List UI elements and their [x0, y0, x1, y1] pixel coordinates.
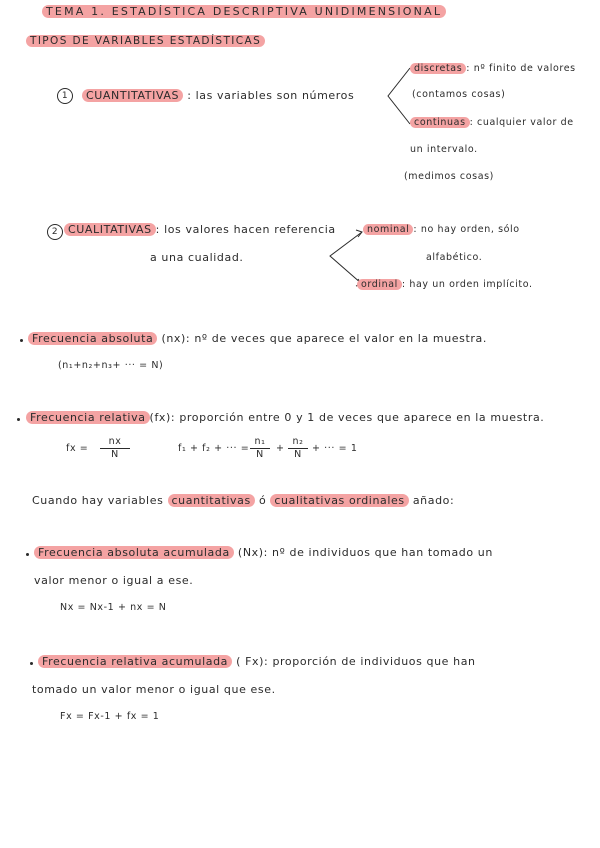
nominal-term: nominal — [363, 224, 413, 235]
bullet — [26, 553, 29, 556]
freq-rel-fraction: $\frac{nx}{N}$ — [100, 436, 130, 461]
freq-rel-sum-fraction-2: $\frac{\text{n₂}}{N}$ — [288, 436, 308, 461]
freq-abs-acum-term: Frecuencia absoluta acumulada — [34, 546, 234, 559]
freq-abs-acum-formula: Nx = Nx-1 + nx = N — [60, 602, 167, 613]
freq-abs-line: Frecuencia absoluta (nx): nº de veces que aparece el valor en la muestra. — [28, 332, 487, 346]
freq-rel-acum-formula: Fx = Fx-1 + fx = 1 — [60, 711, 160, 722]
freq-rel-acum-line: Frecuencia relativa acumulada ( Fx): proporción de individuos que han — [38, 655, 476, 669]
bullet — [20, 339, 23, 342]
freq-rel-acum-desc2: tomado un valor menor o igual que ese. — [32, 683, 276, 696]
freq-rel-f-lhs: fx = — [66, 443, 89, 454]
item-number-1: 1 — [57, 88, 73, 104]
freq-abs-formula: (n₁+n₂+n₃+ ··· = N) — [58, 360, 164, 371]
ordinal-term: ordinal — [357, 279, 402, 290]
discretas-note: (contamos cosas) — [412, 89, 506, 100]
freq-rel-sum-lhs: f₁ + f₂ + ··· = — [178, 443, 250, 454]
item-number-2: 2 — [47, 224, 63, 240]
note-term-cuantitativas: cuantitativas — [168, 494, 255, 507]
continuas-term: continuas — [410, 117, 470, 128]
freq-rel-term: Frecuencia relativa — [26, 411, 150, 424]
freq-rel-sum-tail: + ··· = 1 — [312, 443, 358, 454]
cualitativas-term: CUALITATIVAS — [64, 223, 156, 236]
note-term-cualitativas-ordinales: cualitativas ordinales — [270, 494, 408, 507]
cuantitativas-term: CUANTITATIVAS — [82, 89, 183, 102]
discretas-term: discretas — [410, 63, 466, 74]
freq-rel-acum-term: Frecuencia relativa acumulada — [38, 655, 232, 668]
freq-rel-line: Frecuencia relativa (fx): proporción entre 0 y 1 de veces que aparece en la muestra. — [26, 411, 544, 425]
continuas-note: (medimos cosas) — [404, 171, 494, 182]
freq-rel-plus: + — [276, 443, 285, 454]
ordinal-line: ordinal : hay un orden implícito. — [357, 278, 533, 292]
discretas-line: discretas : nº finito de valores — [410, 62, 576, 76]
note-line: Cuando hay variables cuantitativas ó cualitativas ordinales añado: — [32, 494, 455, 507]
nominal-desc2: alfabético. — [426, 252, 483, 263]
nominal-line: nominal : no hay orden, sólo — [363, 223, 520, 237]
page-title: TEMA 1. ESTADÍSTICA DESCRIPTIVA UNIDIMENSIONAL — [42, 5, 446, 19]
bullet — [30, 662, 33, 665]
cualitativas-desc2: a una cualidad. — [150, 251, 244, 264]
bullet — [17, 418, 20, 421]
freq-abs-acum-desc2: valor menor o igual a ese. — [34, 574, 194, 587]
freq-abs-term: Frecuencia absoluta — [28, 332, 157, 345]
section-title: TIPOS DE VARIABLES ESTADÍSTICAS — [26, 34, 265, 48]
cuantitativas-line — [82, 89, 354, 103]
cualitativas-line: CUALITATIVAS : los valores hacen referencia — [64, 223, 336, 237]
freq-abs-acum-line: Frecuencia absoluta acumulada (Nx): nº de individuos que han tomado un — [34, 546, 493, 560]
continuas-desc2: un intervalo. — [410, 144, 478, 155]
continuas-line: continuas : cualquier valor de — [410, 116, 574, 130]
cuantitativas-desc: : las variables son números — [187, 89, 355, 102]
freq-rel-sum-fraction-1: $\frac{\text{n₁}}{N}$ — [250, 436, 270, 461]
